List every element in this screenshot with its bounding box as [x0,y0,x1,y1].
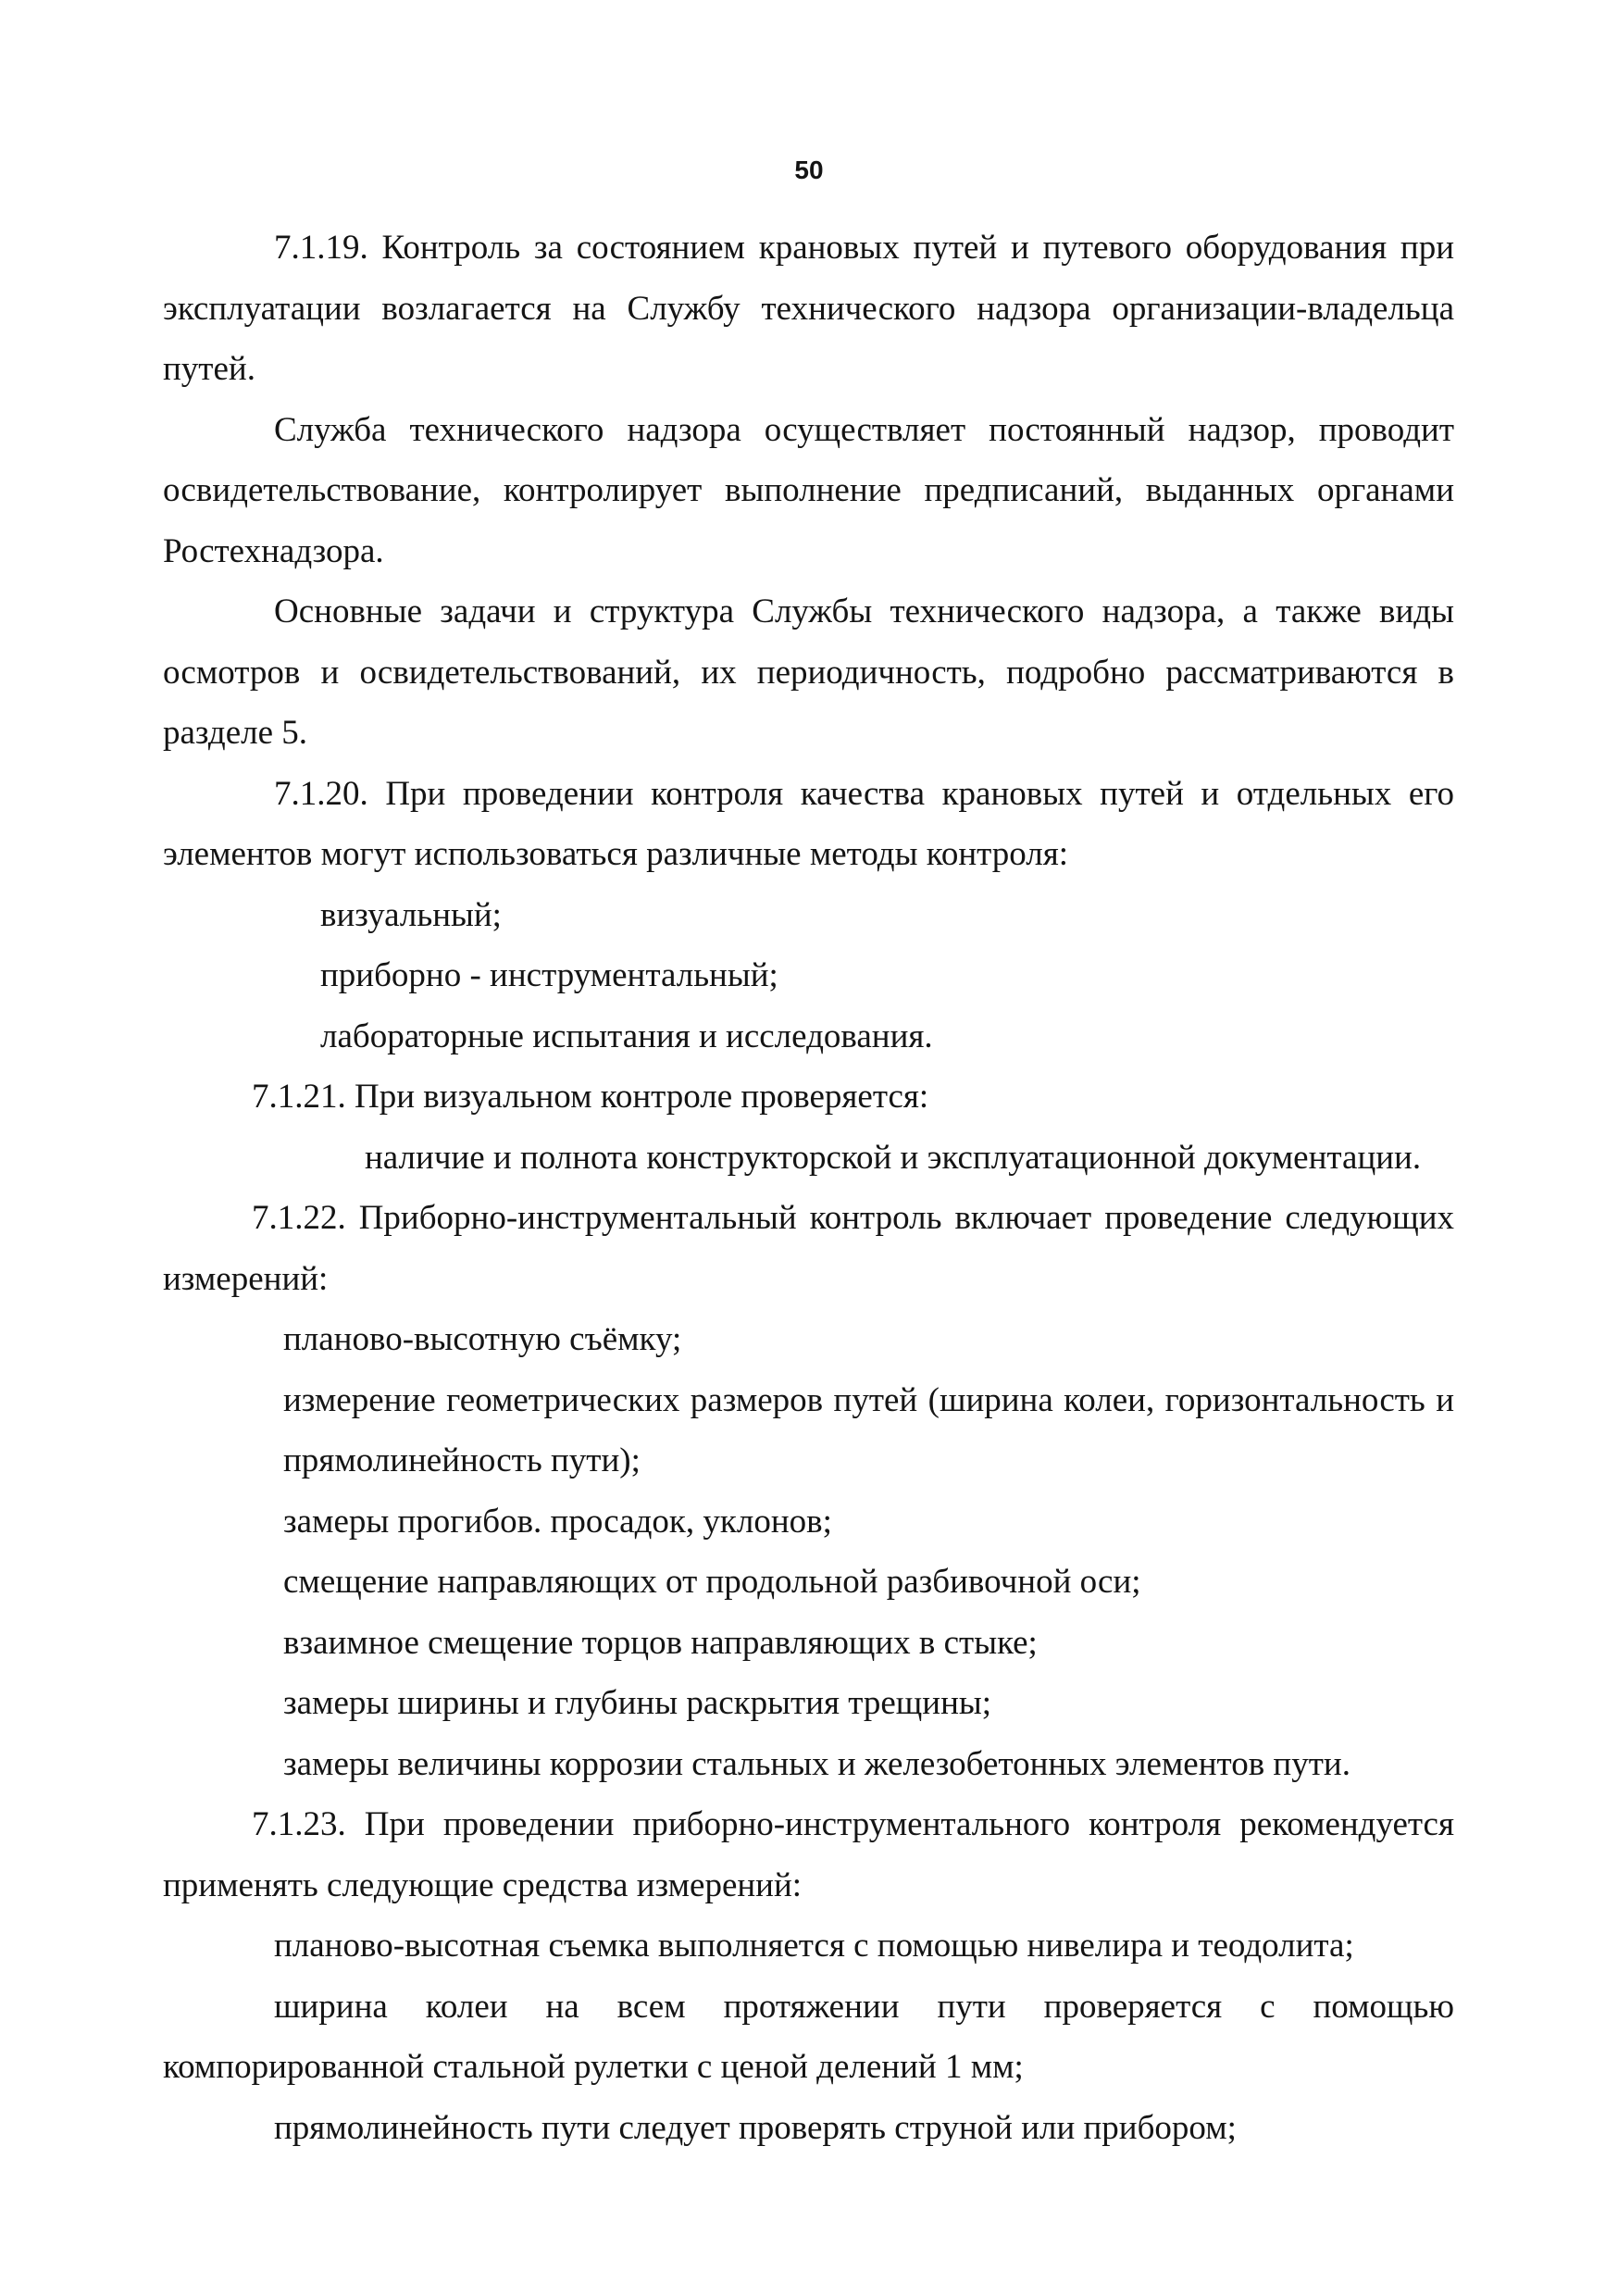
page-number: 50 [794,156,824,184]
list-item: прямолинейность пути следует проверять струной или прибором; [274,2108,1237,2147]
clause-7-1-22: 7.1.22. Приборно-инструментальный контроль включает проведение следующих измерений: [163,1199,1454,1298]
list-item: наличие и полнота конструкторской и эксплуатационной документации. [365,1138,1422,1177]
clause-7-1-19: 7.1.19. Контроль за состоянием крановых путей и путевого оборудования при эксплуатации возлагается на Службу технического надзора организации-владельца путей. [163,229,1454,388]
list-item: измерение геометрических размеров путей (ширина колеи, горизонтальность и прямолинейность пути); [283,1380,1454,1479]
clause-7-1-19-paragraph-3: Основные задачи и структура Службы технического надзора, а также виды осмотров и освидетельствований, их периодичность, подробно рассматриваются в разделе 5. [163,593,1454,752]
clause-7-1-20: 7.1.20. При проведении контроля качества крановых путей и отдельных его элементов могут использоваться различные методы контроля: [163,774,1454,873]
clause-7-1-23: 7.1.23. При проведении приборно-инструментального контроля рекомендуется применять следующие средства измерений: [163,1805,1454,1904]
clause-7-1-19-paragraph-2: Служба технического надзора осуществляет постоянный надзор, проводит освидетельствование, контролирует выполнение предписаний, выданных органами Ростехнадзора. [163,410,1454,570]
list-item: планово-высотная съемка выполняется с помощью нивелира и теодолита; [274,1927,1354,1965]
list-item: замеры прогибов. просадок, уклонов; [283,1502,832,1541]
list-item: планово-высотную съёмку; [283,1320,682,1358]
list-item: замеры величины коррозии стальных и железобетонных элементов пути. [283,1744,1350,1783]
clause-7-1-21: 7.1.21. При визуальном контроле проверяется: [252,1078,929,1116]
list-item: замеры ширины и глубины раскрытия трещины; [283,1684,992,1722]
list-item: приборно - инструментальный; [320,956,778,994]
list-item: ширина колеи на всем протяжении пути проверяется с помощью компорированной стальной рулетки с ценой делений 1 мм; [163,1987,1454,2086]
document-body [163,218,1454,2158]
list-item: смещение направляющих от продольной разбивочной оси; [283,1563,1141,1601]
list-item: лабораторные испытания и исследования. [320,1017,933,1055]
list-item: взаимное смещение торцов направляющих в стыке; [283,1623,1038,1662]
list-item: визуальный; [320,895,502,934]
